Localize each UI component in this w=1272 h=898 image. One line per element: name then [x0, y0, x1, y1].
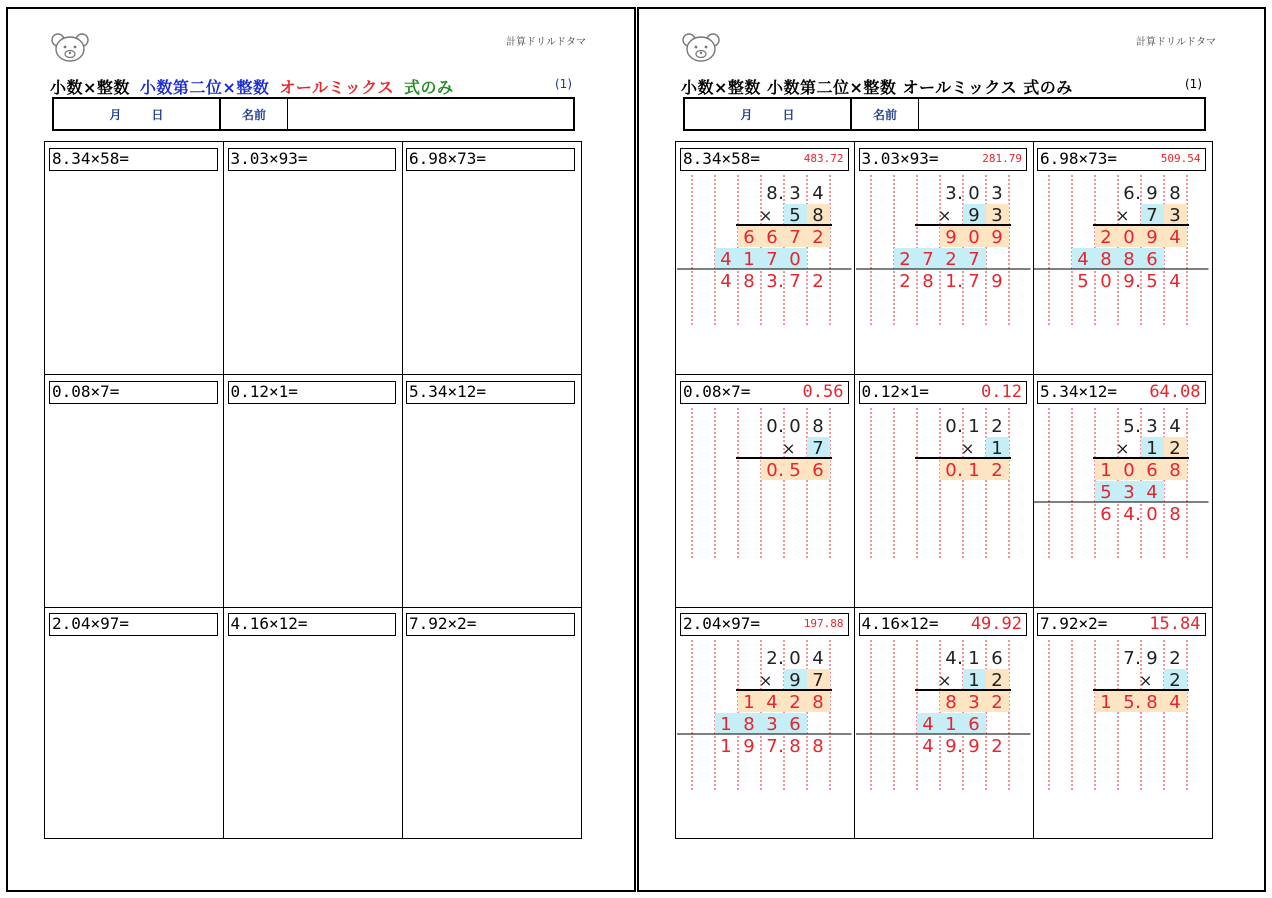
answer-value: 0.12 [981, 381, 1022, 402]
digit: 2 [898, 249, 911, 270]
day-label: 日 [782, 107, 795, 122]
digit: 0 [944, 459, 957, 481]
solution-diagram [856, 640, 1033, 837]
digit: 8 [1100, 249, 1112, 270]
problem-expression [228, 613, 397, 636]
expression-text: 2.04×97= [683, 614, 761, 633]
digit: 0 [766, 415, 778, 437]
times-sign-icon: × [937, 206, 951, 225]
problem-expression [49, 381, 218, 404]
digit: 4 [720, 271, 732, 292]
digit: 2 [944, 249, 957, 270]
grid-divider [676, 374, 1212, 375]
problem-expression [680, 148, 849, 171]
worksheet-page-questions [6, 7, 636, 892]
page-number: (1) [1185, 77, 1202, 91]
expression-text: 0.12×1= [230, 381, 298, 401]
digit: 3 [1123, 481, 1135, 503]
answer-value: 49.92 [970, 614, 1022, 634]
decimal-point: . [956, 458, 963, 481]
problem-expression [1037, 148, 1206, 171]
digit: 8 [1169, 459, 1181, 481]
digit: 4 [1123, 503, 1135, 525]
name-date-box [52, 97, 575, 131]
answer-value: 0.56 [802, 381, 844, 402]
digit: 9 [1146, 183, 1158, 204]
solution-diagram [856, 408, 1033, 605]
solution-diagram [677, 640, 854, 837]
solution-diagram [677, 408, 854, 605]
month-label: 月 [109, 107, 122, 122]
worksheet-title [50, 75, 464, 98]
digit: 1 [743, 692, 755, 713]
expression-text: 0.08×7= [683, 381, 751, 401]
digit: 4 [812, 183, 824, 204]
solution-diagram [677, 175, 854, 372]
digit: 4 [1169, 692, 1181, 713]
digit: 0 [1100, 271, 1112, 292]
answer-value: 281.79 [982, 152, 1022, 165]
digit: 3 [1169, 205, 1181, 226]
digit: 2 [812, 227, 824, 248]
expression-text: 7.92×2= [1040, 614, 1108, 633]
digit: 1 [1146, 437, 1158, 459]
decimal-point: . [956, 182, 963, 204]
solution-diagram [856, 175, 1033, 372]
digit: 8 [1169, 183, 1181, 204]
digit: 3 [1146, 415, 1158, 437]
worksheet-title: 小数×整数 小数第二位×整数 オールミックス 式のみ [681, 78, 1073, 97]
times-sign-icon: × [937, 671, 951, 690]
digit: 0 [1123, 459, 1135, 481]
expression-text: 0.12×1= [861, 381, 929, 401]
solution-diagram [1034, 640, 1211, 837]
problem-expression [228, 381, 397, 404]
problem-expression [49, 148, 218, 171]
name-label: 名前 [221, 99, 288, 129]
decimal-point: . [777, 647, 785, 669]
times-sign-icon: × [759, 206, 773, 225]
digit: 0 [789, 249, 801, 270]
digit: 8 [944, 692, 957, 713]
decimal-point: . [777, 182, 785, 204]
problem-expression [406, 148, 575, 171]
digit: 2 [898, 271, 911, 292]
digit: 0 [1123, 227, 1135, 248]
digit: 1 [1100, 459, 1112, 481]
title-part: 式のみ [404, 78, 454, 97]
digit: 1 [967, 648, 980, 669]
decimal-point: . [956, 647, 963, 669]
digit: 4 [766, 692, 778, 713]
answer-value: 15.84 [1149, 614, 1201, 634]
digit: 8 [1123, 249, 1135, 270]
problem-expression [1037, 381, 1206, 404]
title-part: オールミックス [279, 78, 395, 97]
times-sign-icon: × [759, 671, 773, 690]
digit: 1 [990, 437, 1003, 459]
decimal-point: . [1134, 414, 1142, 437]
problem-expression [49, 613, 218, 636]
digit: 1 [944, 714, 957, 735]
digit: 8 [812, 692, 824, 713]
digit: 7 [789, 227, 801, 248]
digit: 4 [921, 736, 934, 757]
digit: 6 [743, 227, 755, 248]
problem-expression [680, 613, 849, 636]
decimal-point: . [956, 270, 963, 292]
digit: 8 [921, 271, 934, 292]
date-field[interactable] [685, 99, 852, 129]
digit: 1 [967, 415, 980, 437]
answer-value: 483.72 [803, 152, 844, 165]
answer-grid [675, 141, 1213, 839]
problem-expression [1037, 613, 1206, 636]
digit: 4 [1077, 249, 1089, 270]
problem-expression [680, 381, 849, 404]
expression-text: 3.03×93= [861, 149, 939, 168]
digit: 0 [944, 415, 957, 437]
digit: 1 [720, 714, 732, 735]
digit: 1 [944, 271, 957, 292]
digit: 1 [743, 249, 755, 270]
solution-diagram [1034, 175, 1211, 372]
digit: 6 [789, 714, 801, 735]
decimal-point: . [777, 458, 785, 481]
digit: 6 [766, 227, 778, 248]
digit: 0 [967, 227, 980, 248]
decimal-point: . [1134, 270, 1142, 292]
digit: 9 [1146, 227, 1158, 248]
problem-expression [859, 381, 1028, 404]
expression-text: 4.16×12= [230, 614, 308, 633]
expression-text: 8.34×58= [52, 149, 130, 168]
digit: 4 [1169, 227, 1181, 248]
digit: 6 [1123, 183, 1135, 204]
digit: 5 [789, 459, 801, 481]
worksheet-page-answers [637, 7, 1266, 892]
times-sign-icon: × [1139, 671, 1153, 690]
digit: 2 [990, 415, 1003, 437]
expression-text: 4.16×12= [861, 614, 939, 633]
digit: 9 [967, 205, 980, 226]
expression-text: 6.98×73= [1040, 149, 1118, 168]
digit: 7 [1146, 205, 1158, 226]
digit: 6 [1100, 503, 1112, 525]
digit: 3 [766, 271, 778, 292]
digit: 8 [789, 736, 801, 757]
day-label: 日 [151, 107, 164, 122]
digit: 5 [1100, 481, 1112, 503]
digit: 2 [789, 692, 801, 713]
decimal-point: . [1134, 182, 1142, 204]
digit: 5 [1123, 415, 1135, 437]
digit: 6 [812, 459, 824, 481]
digit: 2 [1169, 648, 1181, 669]
digit: 2 [990, 459, 1003, 481]
date-field[interactable] [54, 99, 221, 129]
digit: 2 [990, 736, 1003, 757]
digit: 3 [766, 714, 778, 735]
digit: 9 [990, 227, 1003, 248]
decimal-point: . [956, 735, 963, 757]
page-number: (1) [555, 77, 572, 91]
digit: 9 [1123, 271, 1135, 292]
decimal-point: . [1134, 691, 1142, 713]
digit: 0 [789, 415, 801, 437]
digit: 2 [1169, 437, 1181, 459]
digit: 3 [990, 183, 1003, 204]
digit: 7 [967, 249, 980, 270]
digit: 1 [1100, 692, 1112, 713]
digit: 2 [1100, 227, 1112, 248]
decimal-point: . [777, 414, 785, 437]
answer-value: 509.54 [1160, 152, 1201, 165]
digit: 7 [812, 437, 824, 459]
digit: 7 [921, 249, 934, 270]
digit: 9 [743, 736, 755, 757]
expression-text: 7.92×2= [409, 614, 477, 633]
digit: 4 [1169, 415, 1181, 437]
digit: 6 [990, 648, 1003, 669]
digit: 2 [990, 670, 1003, 691]
digit: 7 [967, 271, 980, 292]
name-label: 名前 [852, 99, 919, 129]
expression-text: 5.34×12= [1040, 381, 1118, 401]
digit: 6 [967, 714, 980, 735]
digit: 3 [789, 183, 801, 204]
digit: 6 [1146, 459, 1158, 481]
times-sign-icon: × [1116, 438, 1130, 458]
digit: 0 [789, 648, 801, 669]
digit: 4 [812, 648, 824, 669]
problem-expression [406, 381, 575, 404]
name-field[interactable] [288, 99, 573, 129]
digit: 1 [967, 670, 980, 691]
digit: 8 [812, 736, 824, 757]
digit: 2 [1169, 670, 1181, 691]
decimal-point: . [1134, 647, 1142, 669]
decimal-point: . [777, 735, 785, 757]
digit: 5 [1123, 692, 1135, 713]
digit: 7 [812, 670, 824, 691]
digit: 8 [1169, 503, 1181, 525]
digit: 9 [944, 227, 957, 248]
digit: 8 [766, 183, 778, 204]
digit: 7 [766, 736, 778, 757]
times-sign-icon: × [1116, 206, 1130, 225]
bear-logo-icon [681, 31, 721, 63]
problem-expression [859, 148, 1028, 171]
digit: 3 [944, 183, 957, 204]
bear-logo-icon [50, 31, 90, 63]
expression-text: 5.34×12= [409, 381, 487, 401]
digit: 4 [1169, 271, 1181, 292]
times-sign-icon: × [782, 438, 796, 458]
digit: 4 [1146, 481, 1158, 503]
expression-text: 3.03×93= [230, 149, 308, 168]
brand-name: 計算ドリルドタマ [1136, 37, 1216, 48]
problem-expression [228, 148, 397, 171]
digit: 9 [944, 736, 957, 757]
digit: 3 [990, 205, 1003, 226]
decimal-point: . [956, 414, 963, 437]
digit: 2 [766, 648, 778, 669]
digit: 9 [990, 271, 1003, 292]
digit: 4 [921, 714, 934, 735]
digit: 5 [1077, 271, 1089, 292]
grid-divider [223, 142, 224, 838]
month-label: 月 [740, 107, 753, 122]
digit: 0 [967, 183, 980, 204]
digit: 1 [720, 736, 732, 757]
digit: 7 [766, 249, 778, 270]
expression-text: 2.04×97= [52, 614, 130, 633]
title-part: 小数×整数 [50, 78, 130, 97]
name-date-box [683, 97, 1206, 131]
digit: 2 [990, 692, 1003, 713]
digit: 8 [743, 271, 755, 292]
grid-divider [402, 142, 403, 838]
digit: 0 [1146, 503, 1158, 525]
digit: 8 [812, 415, 824, 437]
digit: 4 [944, 648, 957, 669]
times-sign-icon: × [960, 438, 974, 458]
grid-divider [45, 607, 581, 608]
brand-name: 計算ドリルドタマ [506, 37, 586, 48]
digit: 0 [766, 459, 778, 481]
digit: 9 [789, 670, 801, 691]
digit: 8 [812, 205, 824, 226]
answer-value: 197.88 [803, 617, 844, 630]
digit: 7 [789, 271, 801, 292]
grid-divider [45, 374, 581, 375]
answer-value: 64.08 [1149, 381, 1201, 402]
digit: 3 [967, 692, 980, 713]
digit: 9 [1146, 648, 1158, 669]
decimal-point: . [1134, 502, 1142, 525]
digit: 9 [967, 736, 980, 757]
digit: 7 [1123, 648, 1135, 669]
expression-text: 0.08×7= [52, 381, 120, 401]
title-part: 小数第二位×整数 [139, 78, 270, 97]
decimal-point: . [777, 270, 785, 292]
digit: 6 [1146, 249, 1158, 270]
grid-divider [676, 607, 1212, 608]
problem-expression [859, 613, 1028, 636]
digit: 2 [812, 271, 824, 292]
expression-text: 8.34×58= [683, 149, 761, 168]
digit: 5 [1146, 271, 1158, 292]
name-field[interactable] [919, 99, 1204, 129]
digit: 8 [1146, 692, 1158, 713]
problem-grid [44, 141, 582, 839]
digit: 5 [789, 205, 801, 226]
solution-diagram [1034, 408, 1211, 605]
problem-expression [406, 613, 575, 636]
digit: 8 [743, 714, 755, 735]
digit: 1 [967, 459, 980, 481]
expression-text: 6.98×73= [409, 149, 487, 168]
digit: 4 [720, 249, 732, 270]
